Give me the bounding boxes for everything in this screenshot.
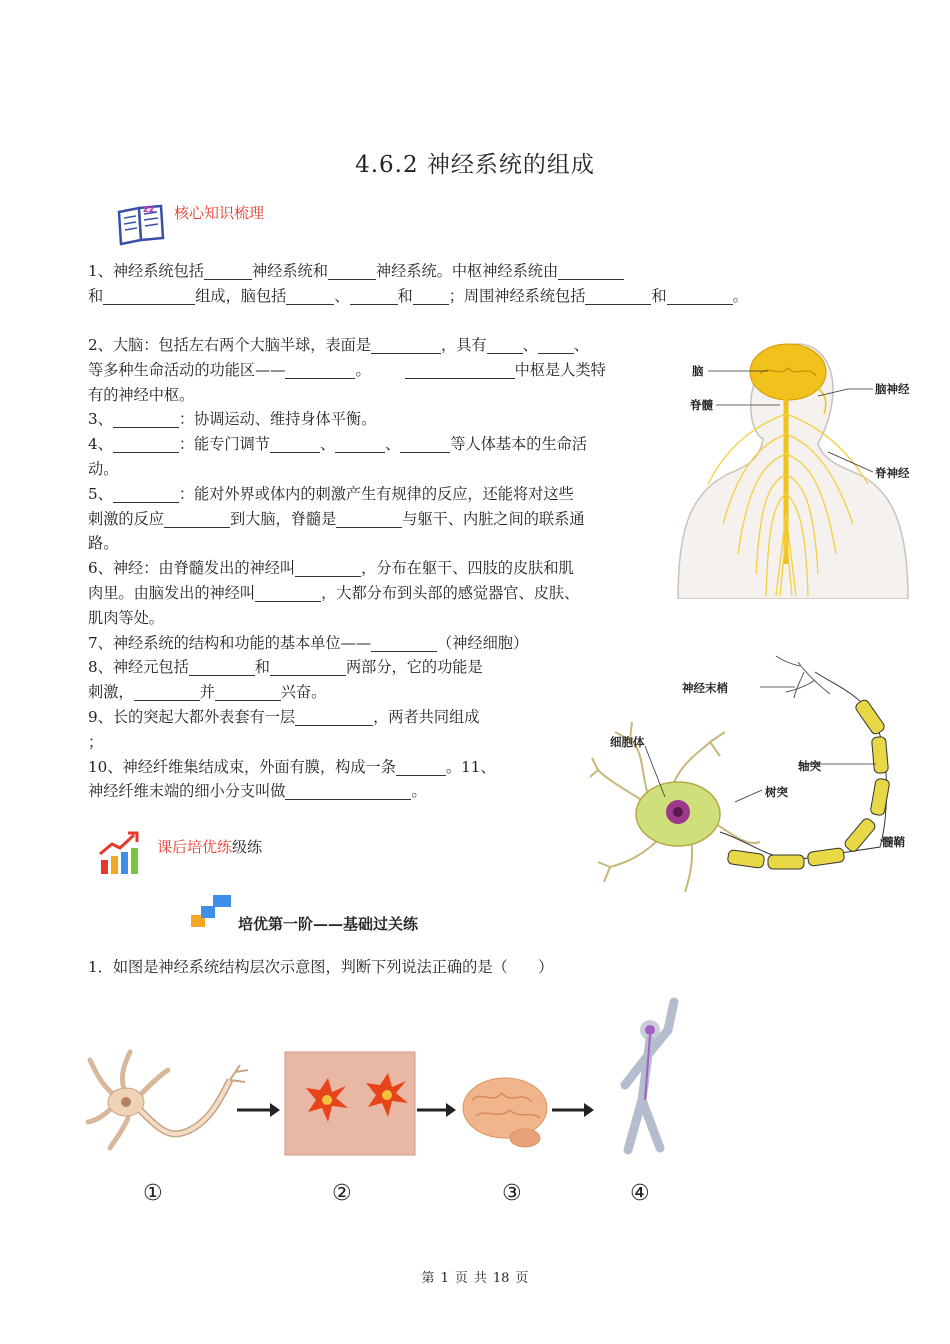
- question-1-text: 1．如图是神经系统结构层次示意图，判断下列说法正确的是（ ）: [88, 958, 554, 976]
- section-title-core: 核心知识梳理: [174, 204, 265, 222]
- label-nerve-ending: 神经末梢: [682, 681, 728, 695]
- marker-1: ①: [143, 1181, 163, 1206]
- brain-image: [463, 1078, 547, 1147]
- nervous-system-diagram: [668, 334, 918, 599]
- section-title-level1: 培优第一阶——基础过关练: [238, 915, 419, 933]
- neuron-diagram: [590, 652, 915, 897]
- label-dendrite: 树突: [765, 785, 788, 799]
- knowledge-q2-q10: 2、大脑：包括左右两个大脑半球，表面是 ，具有 、 、 等多种生命活动的功能区—— 。 中枢是人类特 有的神经中枢。 3、 ：协调运动、维持身体平衡。 4、 ：能专门调节 、 、 等人体基本的生命活 动。 5、 ：能对外界或体内的刺激产生有规律的反应，还能将对这些 刺激的反应 到大脑，脊髓是 与躯干、内脏之间的联系通 路。 6、神经：由脊髓发出的神经叫 ，分布在躯干、四肢的皮肤和肌 肉里。由脑发出的神经叫 ，大都分布到头部的感觉器官、皮肤、 肌肉等处。 7、神经系统的结构和功能的基本单位—— （神经细胞） 8、神经元包括 和 两部分，它的功能是 刺激， 并 兴奋。 9、长的突起大都外表套有一层 ，两者共同组成 ； 10、神经纤维集结成束，外面有膜，构成一条 。11、 神经纤维末端的细小分支叫做 。: [88, 336, 606, 801]
- label-spinal-cord: 脊髓: [690, 398, 713, 412]
- label-brain: 脑: [692, 364, 704, 378]
- marker-3: ③: [502, 1181, 522, 1206]
- label-cranial-nerve: 脑神经: [875, 382, 910, 396]
- section-title-practice: 课后培优练级练: [157, 838, 263, 856]
- label-myelin-sheath: 髓鞘: [882, 835, 905, 849]
- knowledge-q1: 1、神经系统包括 神经系统和 神经系统。中枢神经系统由 和 组成，脑包括 、 和 ；周围神经系统包括 和 。: [88, 262, 748, 305]
- hierarchy-figure: [80, 990, 700, 1215]
- steps-icon: [191, 895, 233, 927]
- marker-2: ②: [332, 1181, 352, 1206]
- label-spinal-nerve: 脊神经: [875, 466, 910, 480]
- tissue-image: [285, 1052, 415, 1155]
- page-title: 4.6.2 神经系统的组成: [355, 152, 595, 178]
- marker-4: ④: [630, 1181, 650, 1206]
- page-footer: 第 1 页 共 18 页: [421, 1271, 529, 1286]
- book-icon: [113, 200, 171, 246]
- nervous-system-body-image: [625, 1002, 674, 1150]
- svg-text:zz: zz: [143, 204, 155, 215]
- neuron-image: [88, 1052, 248, 1148]
- label-cell-body: 细胞体: [610, 735, 645, 749]
- label-axon: 轴突: [798, 759, 821, 773]
- growth-chart-icon: [98, 830, 142, 874]
